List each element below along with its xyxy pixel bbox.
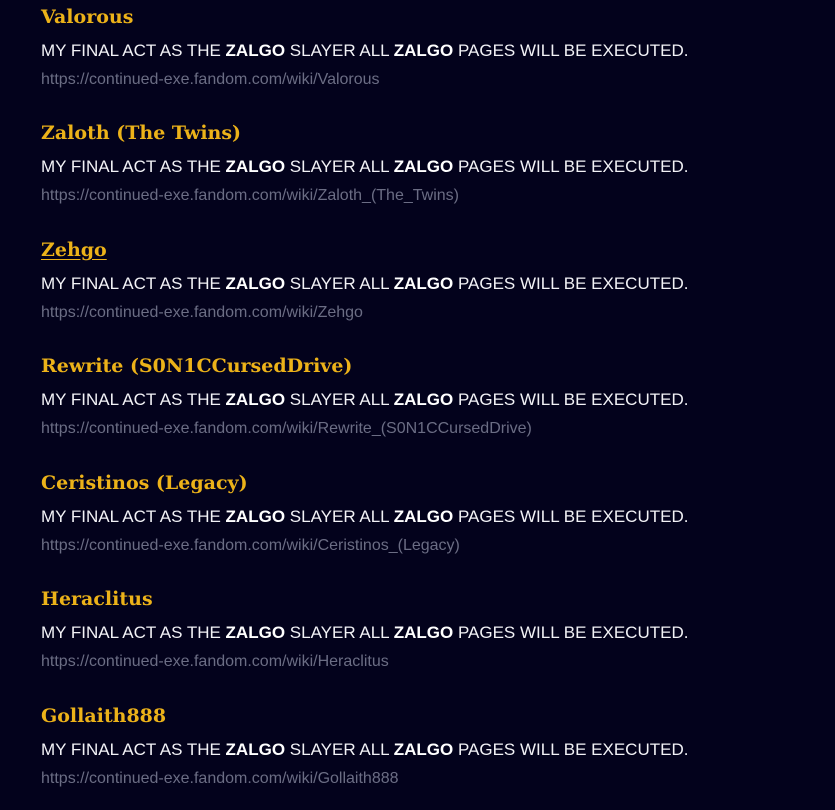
result-title-link[interactable]: Valorous [41,6,134,28]
snippet-text: PAGES WILL BE EXECUTED. [453,274,689,293]
result-snippet [41,390,821,410]
snippet-text: PAGES WILL BE EXECUTED. [453,41,689,60]
snippet-text: PAGES WILL BE EXECUTED. [453,157,689,176]
result-url-link[interactable]: https://continued-exe.fandom.com/wiki/Gollaith888 [41,770,399,787]
snippet-highlight: ZALGO [225,390,286,409]
snippet-highlight: ZALGO [225,740,286,759]
snippet-text: SLAYER ALL [285,157,394,176]
search-result [41,238,821,323]
snippet-text: MY FINAL ACT AS THE [41,507,226,526]
snippet-highlight: ZALGO [393,41,454,60]
result-snippet [41,623,821,643]
result-url-link[interactable]: https://continued-exe.fandom.com/wiki/Heraclitus [41,653,389,670]
snippet-text: MY FINAL ACT AS THE [41,157,226,176]
snippet-text: PAGES WILL BE EXECUTED. [453,623,689,642]
result-url-link[interactable]: https://continued-exe.fandom.com/wiki/Zehgo [41,304,363,321]
search-result [41,471,821,556]
result-snippet [41,274,821,294]
result-title-link[interactable]: Ceristinos (Legacy) [41,472,248,494]
result-title-link[interactable]: Rewrite (S0N1CCursedDrive) [41,355,353,377]
snippet-highlight: ZALGO [393,157,454,176]
snippet-text: PAGES WILL BE EXECUTED. [453,740,689,759]
snippet-highlight: ZALGO [225,41,286,60]
snippet-text: SLAYER ALL [285,740,394,759]
snippet-text: SLAYER ALL [285,507,394,526]
snippet-text: PAGES WILL BE EXECUTED. [453,390,689,409]
snippet-text: SLAYER ALL [285,274,394,293]
result-url-link[interactable]: https://continued-exe.fandom.com/wiki/Ceristinos_(Legacy) [41,537,460,554]
snippet-text: PAGES WILL BE EXECUTED. [453,507,689,526]
snippet-highlight: ZALGO [225,157,286,176]
search-result [41,587,821,672]
snippet-text: MY FINAL ACT AS THE [41,740,226,759]
search-result [41,704,821,789]
result-title-link[interactable]: Gollaith888 [41,705,167,727]
search-result [41,354,821,439]
search-result [41,5,821,90]
snippet-highlight: ZALGO [393,740,454,759]
result-snippet [41,740,821,760]
snippet-text: SLAYER ALL [285,390,394,409]
snippet-text: MY FINAL ACT AS THE [41,274,226,293]
result-url-link[interactable]: https://continued-exe.fandom.com/wiki/Zaloth_(The_Twins) [41,187,459,204]
result-url-link[interactable]: https://continued-exe.fandom.com/wiki/Rewrite_(S0N1CCursedDrive) [41,420,532,437]
result-snippet [41,507,821,527]
result-snippet [41,157,821,177]
snippet-highlight: ZALGO [393,390,454,409]
result-title-link[interactable]: Heraclitus [41,588,153,610]
snippet-text: MY FINAL ACT AS THE [41,390,226,409]
snippet-highlight: ZALGO [393,507,454,526]
snippet-highlight: ZALGO [393,623,454,642]
snippet-highlight: ZALGO [393,274,454,293]
snippet-text: MY FINAL ACT AS THE [41,41,226,60]
snippet-text: SLAYER ALL [285,41,394,60]
snippet-highlight: ZALGO [225,507,286,526]
result-title-link[interactable]: Zaloth (The Twins) [41,122,242,144]
snippet-text: MY FINAL ACT AS THE [41,623,226,642]
snippet-text: SLAYER ALL [285,623,394,642]
result-url-link[interactable]: https://continued-exe.fandom.com/wiki/Valorous [41,71,380,88]
result-title-link[interactable]: Zehgo [41,239,107,261]
snippet-highlight: ZALGO [225,274,286,293]
result-snippet [41,41,821,61]
search-result [41,121,821,206]
snippet-highlight: ZALGO [225,623,286,642]
